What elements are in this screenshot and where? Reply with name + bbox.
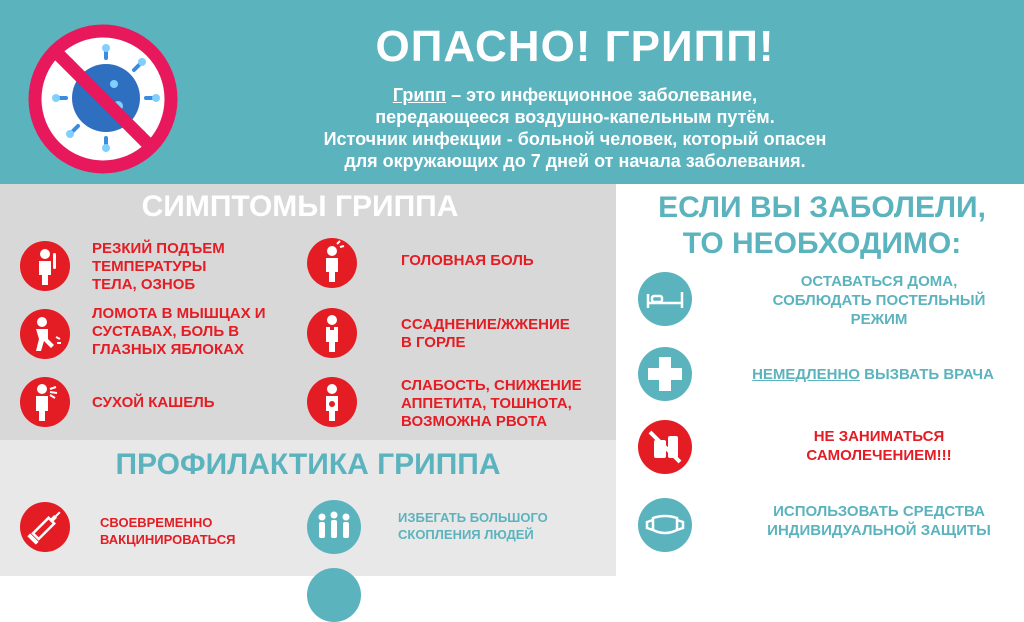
symptom-fever-line2: ТЕМПЕРАТУРЫ <box>92 258 207 275</box>
symptom-fever-line1: РЕЗКИЙ ПОДЪЕМ <box>92 240 225 257</box>
sick-use-ppe-line2: ИНДИВИДУАЛЬНОЙ ЗАЩИТЫ <box>767 522 991 539</box>
syringe-icon <box>20 502 70 552</box>
if-sick-title-line2: ТО НЕОБХОДИМО: <box>682 227 962 260</box>
sore-throat-person-icon <box>307 308 357 358</box>
intro-line3: Источник инфекции - больной человек, который опасен <box>323 129 827 149</box>
crowd-icon <box>307 500 361 554</box>
sick-use-ppe <box>738 502 1020 540</box>
sick-stay-home-line1: ОСТАВАТЬСЯ ДОМА, <box>800 273 958 290</box>
thermometer-person-icon <box>20 241 70 291</box>
symptom-headache-line1: ГОЛОВНАЯ БОЛЬ <box>401 252 534 269</box>
prevention-crowds <box>398 509 548 543</box>
aching-person-icon <box>20 309 70 359</box>
prevention-title: ПРОФИЛАКТИКА ГРИППА <box>115 448 501 481</box>
nausea-person-icon <box>307 377 357 427</box>
sick-stay-home-line3: РЕЖИМ <box>850 311 908 328</box>
sick-no-self-treat-line2: САМОЛЕЧЕНИЕМ!!! <box>806 447 952 464</box>
symptom-weakness-line2: АППЕТИТА, ТОШНОТА, <box>401 395 572 412</box>
page-title: ОПАСНО! ГРИПП! <box>375 22 775 71</box>
sick-stay-home <box>738 272 1020 329</box>
prevention-vaccinate-line1: СВОЕВРЕМЕННО <box>100 515 213 530</box>
sick-call-doctor-rest: ВЫЗВАТЬ ВРАЧА <box>859 366 994 383</box>
sick-call-doctor <box>722 365 1024 384</box>
symptoms-title: СИМПТОМЫ ГРИППА <box>141 190 459 223</box>
sick-stay-home-line2: СОБЛЮДАТЬ ПОСТЕЛЬНЫЙ <box>772 292 986 309</box>
symptom-fever-line3: ТЕЛА, ОЗНОБ <box>92 276 196 293</box>
sick-no-self-treat-line1: НЕ ЗАНИМАТЬСЯ <box>813 428 945 445</box>
sick-no-self-treat <box>738 427 1020 465</box>
prevention-crowds-line1: ИЗБЕГАТЬ БОЛЬШОГО <box>398 510 548 525</box>
headache-person-icon <box>307 238 357 288</box>
symptom-weakness-line1: СЛАБОСТЬ, СНИЖЕНИЕ <box>401 377 582 394</box>
symptom-weakness <box>401 377 582 431</box>
symptom-cough-line1: СУХОЙ КАШЕЛЬ <box>92 394 215 411</box>
no-pills-icon <box>638 420 692 474</box>
intro-lead: Грипп <box>392 85 447 105</box>
prevention-crowds-line2: СКОПЛЕНИЯ ЛЮДЕЙ <box>398 527 534 542</box>
sick-use-ppe-line1: ИСПОЛЬЗОВАТЬ СРЕДСТВА <box>773 503 985 520</box>
no-virus-icon <box>22 18 184 180</box>
symptom-aches-line2: СУСТАВАХ, БОЛЬ В <box>92 323 240 340</box>
coughing-person-icon <box>20 377 70 427</box>
symptom-throat-line2: В ГОРЛЕ <box>401 334 466 351</box>
intro-line4: для окружающих до 7 дней от начала заболевания. <box>344 151 806 171</box>
intro-line2: передающееся воздушно-капельным путём. <box>375 107 775 127</box>
symptom-throat <box>401 316 570 352</box>
symptom-aches-line1: ЛОМОТА В МЫШЦАХ И <box>92 305 266 322</box>
medical-cross-icon <box>638 347 692 401</box>
intro-line1: – это инфекционное заболевание, <box>446 85 758 105</box>
symptom-throat-line1: ССАДНЕНИЕ/ЖЖЕНИЕ <box>401 316 570 333</box>
if-sick-title-line1: ЕСЛИ ВЫ ЗАБОЛЕЛИ, <box>658 191 986 224</box>
partial-icon <box>307 568 361 622</box>
symptom-cough <box>92 394 215 412</box>
symptom-aches-line3: ГЛАЗНЫХ ЯБЛОКАХ <box>92 341 244 358</box>
prevention-vaccinate <box>100 514 235 548</box>
symptom-headache <box>401 252 534 270</box>
symptom-aches <box>92 305 266 359</box>
symptom-fever <box>92 240 225 294</box>
prevention-vaccinate-line2: ВАКЦИНИРОВАТЬСЯ <box>100 532 236 547</box>
sick-call-doctor-emphasis: НЕМЕДЛЕННО <box>752 366 860 383</box>
face-mask-icon <box>638 498 692 552</box>
bed-icon <box>638 272 692 326</box>
symptom-weakness-line3: ВОЗМОЖНА РВОТА <box>401 413 548 430</box>
if-sick-title <box>620 190 1024 262</box>
intro-text <box>250 84 900 172</box>
